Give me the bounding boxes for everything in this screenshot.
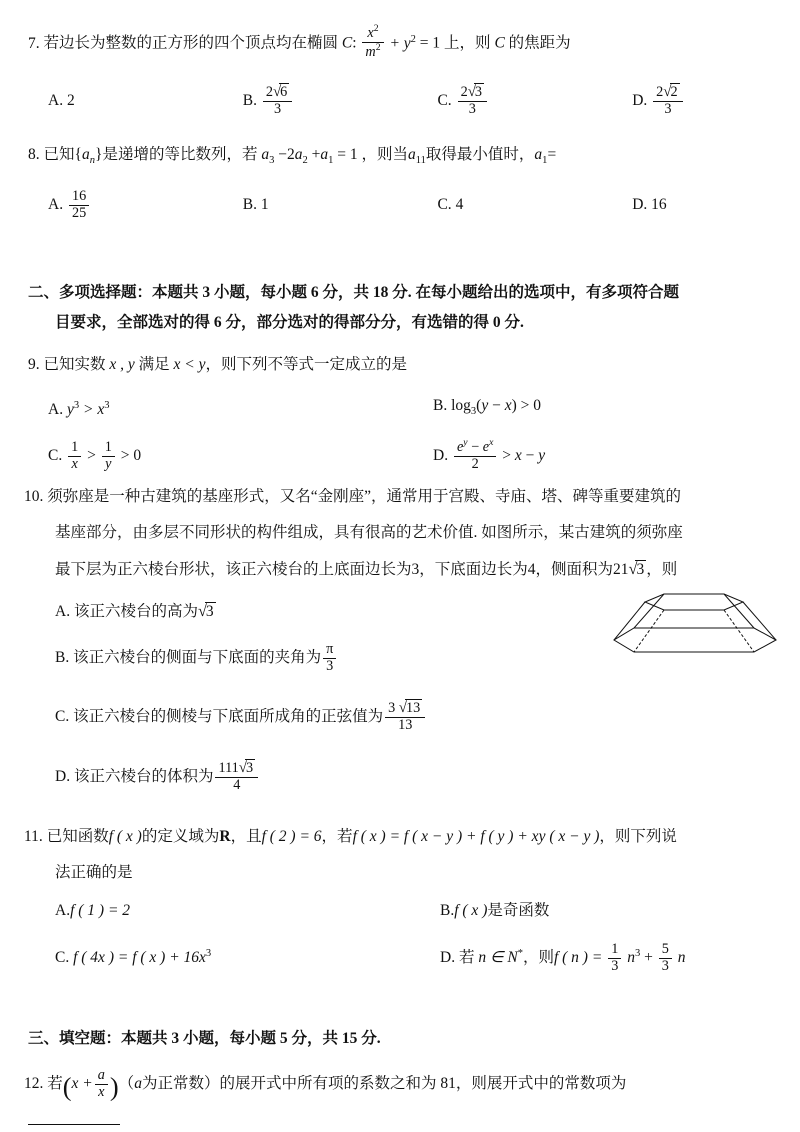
q8-option-A[interactable]: A. $\frac{16}{25}$ [48,188,243,222]
fraction: $\frac{1}{3}$ [608,942,621,975]
frustum-svg [612,580,782,670]
question-7-stem-text-b: 上，则 [444,34,491,52]
option-row [55,930,795,982]
question-7-stem-text-c: 的焦距为 [508,34,571,52]
q10-option-A[interactable]: A. 该正六棱台的高为√3 [55,596,216,627]
q11-option-B[interactable]: B.f ( x )是奇函数 [440,902,550,919]
question-7-stem [28,24,571,60]
q10-option-C[interactable]: C. 该正六棱台的侧棱与下底面所成角的正弦值为 $\frac{3 √13}{13}$ [55,700,427,734]
question-8-options [48,188,788,222]
q11-option-C[interactable]: C. f ( 4x ) = f ( x ) + $16x^3$ [55,948,212,967]
sqrt-icon: √3 [238,760,254,776]
fraction: $\frac{2√3}{3}$ [458,84,487,118]
ellipse-label: C [341,34,353,52]
sqrt-icon: √3 [628,560,645,578]
q10-option-B[interactable]: B. 该正六棱台的侧面与下底面的夹角为 $\frac{\pi}{3}$ [55,642,338,675]
sqrt-icon: √3 [467,84,483,100]
fraction: $\frac{1}{y}$ [102,440,115,473]
hexagonal-frustum-diagram [612,580,782,670]
q9-optB-expression: $\log_3(y - x) > 0$ [451,397,542,418]
plus-y-squared: + $y^2$ [389,33,416,52]
q7-option-C[interactable]: C. $\frac{2√3}{3}$ [437,84,632,118]
fraction: $\frac{111√3}{4}$ [215,760,258,794]
question-11-line-2: 法正确的是 [55,864,133,881]
option-row [55,892,795,930]
q11-optC-expression: f ( 4x ) = f ( x ) + $16x^3$ [73,948,212,967]
question-10-line-3: 最下层为正六棱台形状，该正六棱台的上底面边长为3，下底面边长为4，侧面积为21√3 ，则 [55,554,677,585]
question-11-number: 11. [24,828,43,845]
fraction: $\frac{2√2}{3}$ [653,84,682,118]
q10-option-D[interactable]: D. 该正六棱台的体积为 $\frac{111√3}{4}$ [55,760,260,794]
answer-blank-line [28,1124,120,1125]
question-11-line-1: 11. 已知函数f ( x )的定义域为R，且f ( 2 ) = 6，若f ( x ) = f ( x − y ) + f ( y ) + xy ( x − y )，则下列说 [24,822,677,852]
x-squared-over-m-squared: $\frac{x^2}{m^2}$ [362,24,383,60]
sqrt-icon: √6 [272,84,288,100]
question-9-number: 9. [28,356,40,373]
fraction: $\frac{3 √13}{13}$ [385,700,425,734]
sqrt-icon: √13 [398,700,421,716]
q9-optA-expression: $y^3 > x^3$ [66,400,110,419]
curve-C: C [494,34,505,52]
fraction: $\frac{5}{3}$ [659,942,672,975]
section-2-heading-line-1: 二、多项选择题：本题共 3 小题，每小题 6 分，共 18 分. 在每小题给出的选项中，有多项符合题 [28,284,680,301]
q8-option-D[interactable]: D. 16 [632,196,667,213]
q11-option-A[interactable]: A.f ( 1 ) = 2 [55,902,131,919]
q9-option-A[interactable]: A. $y^3 > x^3$ [48,400,110,419]
q11-option-D[interactable]: D. 若 n ∈ N*，则f ( n ) = $\frac{1}{3}$ $n^3$ + $\frac{5}{3}$ n [440,941,686,974]
fraction: $\frac{1}{x}$ [68,440,81,473]
question-7-options [48,84,788,118]
q7-option-D[interactable]: D. $\frac{2√2}{3}$ [632,84,788,118]
q8-equation: $a_3 -2a_2 +a_1 = 1$ [261,146,358,167]
sqrt-icon: √2 [663,84,678,100]
fraction: $\frac{16}{25}$ [69,189,89,222]
option-row [48,386,788,432]
ellipse-colon: : [352,34,357,52]
fraction: $\frac{\pi}{3}$ [323,642,336,675]
option-row [48,188,788,222]
question-9-stem: 9. 已知实数 x , y 满足 x < y，则下列不等式一定成立的是 [28,350,407,380]
question-12-number: 12. [24,1075,44,1093]
equals-one: = 1 [419,34,441,52]
question-11-options [55,892,795,982]
fraction: $\frac{a}{x}$ [95,1068,108,1101]
question-10-line-1: 10. 须弥座是一种古建筑的基座形式，又名“金刚座”，通常用于宫殿、寺庙、塔、碑等重要建筑的 [24,482,681,512]
q7-option-B[interactable]: B. $\frac{2√6}{3}$ [243,84,438,118]
q7-option-A[interactable]: A. 2 [48,92,75,109]
section-3-heading: 三、填空题：本题共 3 小题，每小题 5 分，共 15 分. [28,1030,381,1047]
q9-option-D[interactable]: D. $\frac{e^y - e^x}{2}$ > x − y [433,437,546,472]
question-7-number: 7. [28,34,40,52]
option-row [48,84,788,118]
question-9-options [48,386,788,480]
question-7-stem-text-a: 若边长为整数的正方形的四个顶点均在椭圆 [43,34,339,52]
paren-close: ) [109,1072,119,1102]
question-12-stem: 12. 若(x + $\frac{a}{x}$ )（a为正常数）的展开式中所有项的系数之和为 81，则展开式中的常数项为 [24,1067,627,1102]
question-10-number: 10. [24,488,44,505]
question-8-number: 8. [28,146,40,163]
sqrt-icon: √3 [197,602,214,620]
paren-open: ( [62,1072,72,1102]
q9-option-B[interactable]: B. $\log_3(y - x) > 0$ [433,397,542,418]
option-row [48,432,788,480]
q8-option-B[interactable]: B. 1 [242,196,269,213]
question-10-line-2: 基座部分，由多层不同形状的构件组成，具有很高的艺术价值. 如图所示，某古建筑的须弥座 [55,524,683,541]
section-2-heading-line-2: 目要求，全部选对的得 6 分，部分选对的得部分分，有选错的得 0 分. [55,314,524,331]
fraction: $\frac{2√6}{3}$ [263,84,292,118]
n-cubed: $n^3$ [627,948,641,967]
question-8-stem: 8. 已知$\{a_n\}$是递增的等比数列，若 $a_3 -2a_2 +a_1 = 1$ ，则当$a_{11}$取得最小值时，$a_1=$ [28,140,556,176]
q9-option-C[interactable]: C. $\frac{1}{x}$ > $\frac{1}{y}$ > 0 [48,438,142,472]
fraction: $\frac{e^y - e^x}{2}$ [454,438,496,473]
q8-option-C[interactable]: C. 4 [437,196,464,213]
